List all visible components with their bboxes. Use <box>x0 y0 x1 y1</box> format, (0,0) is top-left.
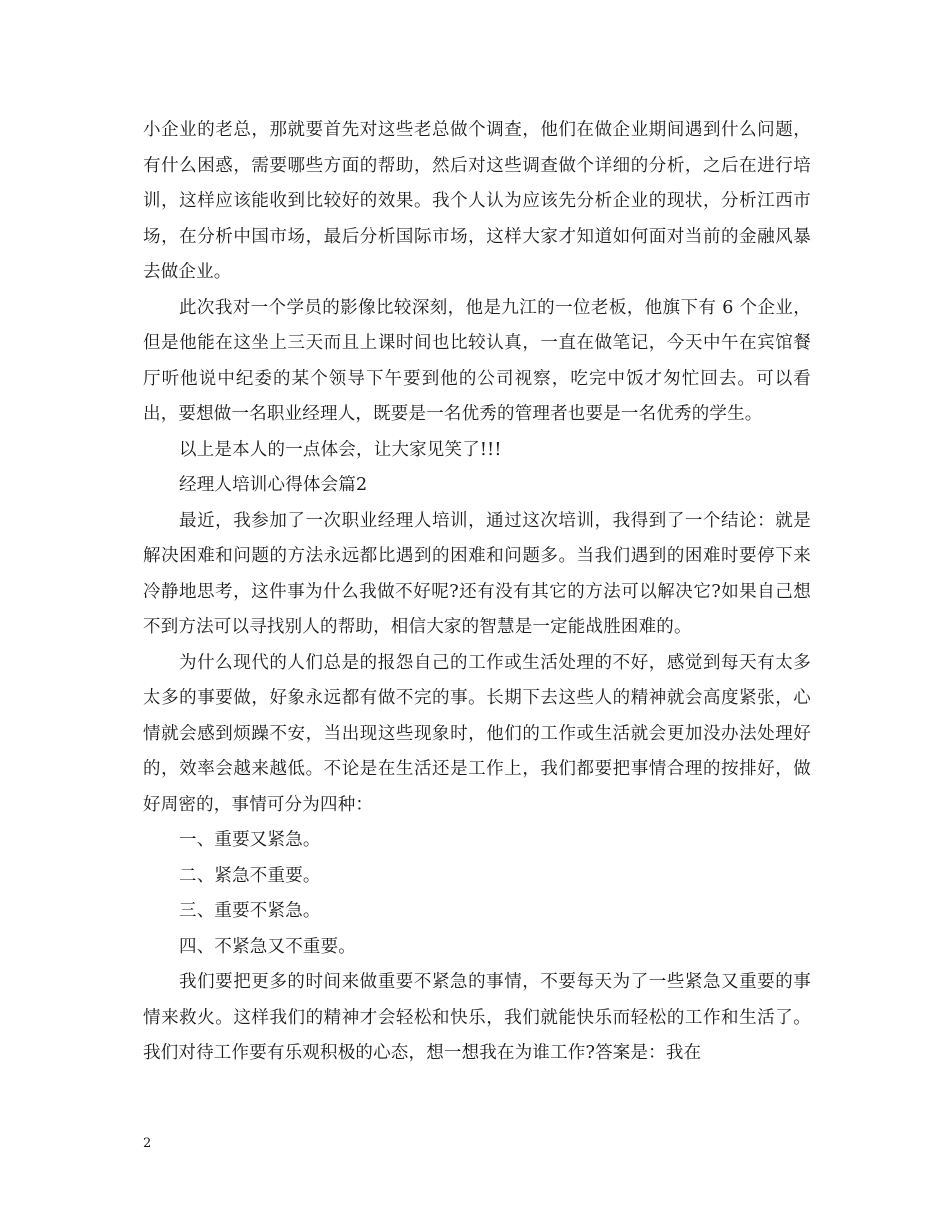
page-number: 2 <box>143 1136 152 1151</box>
list-item-2: 二、紧急不重要。 <box>179 865 321 886</box>
list-item-1: 一、重要又紧急。 <box>179 830 321 850</box>
paragraph-intro-continued: 小企业的老总，那就要首先对这些老总做个调查，他们在做企业期间遇到什么问题，有什么困惑，需要哪些方面的帮助，然后对这些调查做个详细的分析，之后在进行培训，这样应该能收到比较好的效果。我个人认为应该先分析企业的现状，分析江西市场，在分析中国市场，最后分析国际市场，这样大家才知道如何面对当前的金融风暴去做企业。 <box>143 120 811 282</box>
paragraph-priorities: 我们要把更多的时间来做重要不紧急的事情，不要每天为了一些紧急又重要的事情来救火。这样我们的精神才会轻松和快乐，我们就能快乐而轻松的工作和生活了。我们对待工作要有乐观积极的心态，想一想我在为谁工作?答案是：我在 <box>143 972 811 1063</box>
section-heading: 经理人培训心得体会篇2 <box>179 475 368 495</box>
paragraph-time-management: 为什么现代的人们总是的报怨自己的工作或生活处理的不好，感觉到每天有太多太多的事要做，好象永远都有做不完的事。长期下去这些人的精神就会高度紧张，心情就会感到烦躁不安，当出现这些现象时，他们的工作或生活就会更加没办法处理好的，效率会越来越低。不论是在生活还是工作上，我们都要把事情合理的按排好，做好周密的，事情可分为四种： <box>143 652 811 815</box>
paragraph-closing-remark: 以上是本人的一点体会，让大家见笑了!!! <box>179 439 502 460</box>
list-item-3: 三、重要不紧急。 <box>179 901 321 921</box>
document-body <box>143 113 811 1072</box>
paragraph-student-impression: 此次我对一个学员的影像比较深刻，他是九江的一位老板，他旗下有 6 个企业，但是他能在这坐上三天而且上课时间也比较认真，一直在做笔记，今天中午在宾馆餐厅听他说中纪委的某个领导下午要到他的公司视察，吃完中饭才匆忙回去。可以看出，要想做一名职业经理人，既要是一名优秀的管理者也要是一名优秀的学生。 <box>143 297 811 424</box>
paragraph-training-conclusion: 最近，我参加了一次职业经理人培训，通过这次培训，我得到了一个结论：就是解决困难和问题的方法永远都比遇到的困难和问题多。当我们遇到的困难时要停下来冷静地思考，这件事为什么我做不好呢?还有没有其它的方法可以解决它?如果自己想不到方法可以寻找别人的帮助，相信大家的智慧是一定能战胜困难的。 <box>143 510 811 637</box>
list-item-4: 四、不紧急又不重要。 <box>179 936 356 957</box>
